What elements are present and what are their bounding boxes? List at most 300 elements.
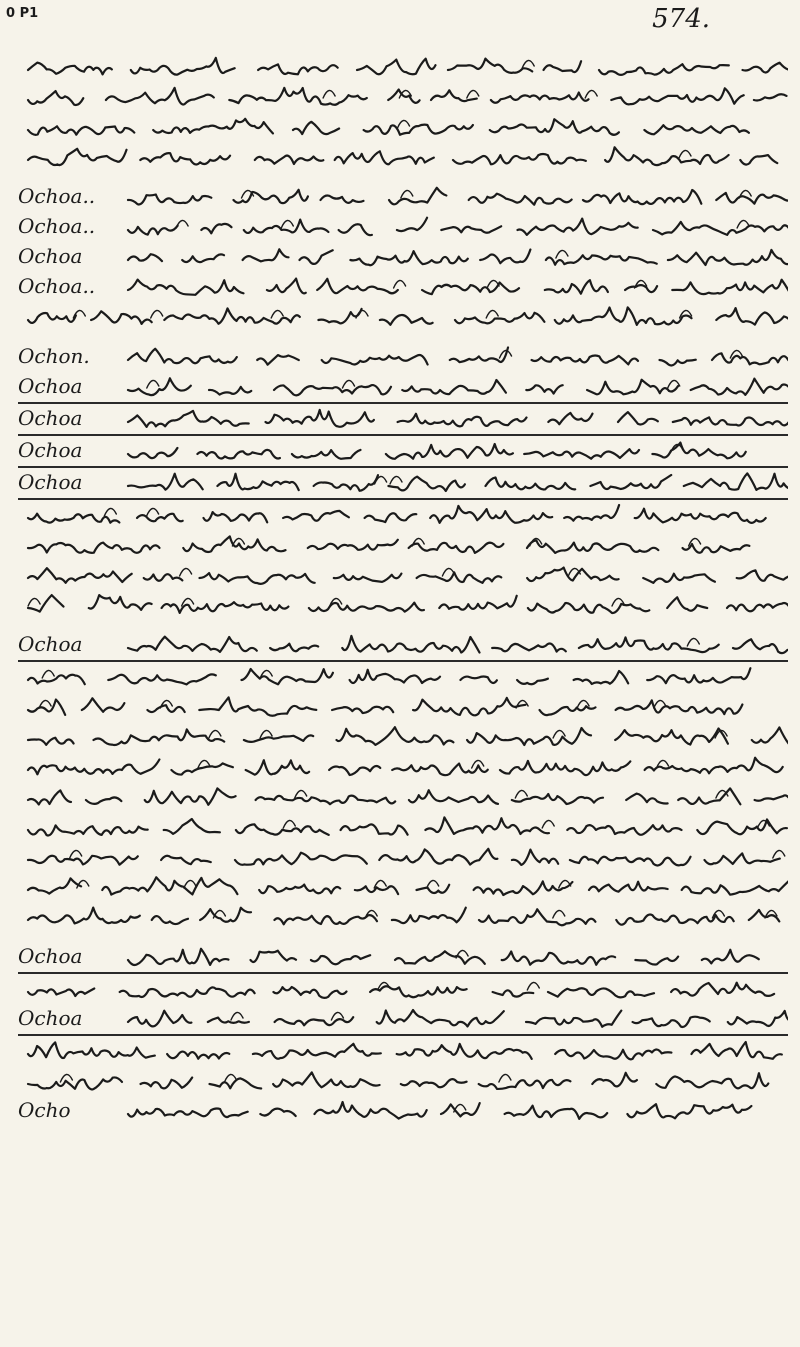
ink-loop <box>295 790 307 798</box>
ink-stroke <box>555 1050 671 1060</box>
handwriting-scribble <box>18 242 788 272</box>
ink-loop <box>42 670 54 678</box>
line-gap <box>18 172 788 182</box>
ink-loop <box>390 476 402 484</box>
ink-stroke <box>28 790 71 804</box>
ink-stroke <box>246 760 309 775</box>
ink-stroke <box>671 983 774 996</box>
handwriting-scribble <box>18 372 788 402</box>
manuscript-line <box>18 436 788 468</box>
ink-stroke <box>106 88 214 105</box>
manuscript-line <box>18 662 788 692</box>
manuscript-line <box>18 272 788 302</box>
ink-stroke <box>144 574 183 581</box>
ink-stroke <box>592 1073 637 1087</box>
ink-stroke <box>397 218 427 231</box>
ink-stroke <box>480 250 530 264</box>
ink-stroke <box>728 1011 788 1026</box>
ink-stroke <box>540 706 596 715</box>
ink-stroke <box>673 417 788 425</box>
ink-stroke <box>293 122 339 134</box>
ink-stroke <box>441 226 501 232</box>
ink-loop <box>231 1012 243 1020</box>
ink-stroke <box>605 147 729 165</box>
ink-stroke <box>318 309 361 323</box>
manuscript-line <box>18 974 788 1004</box>
manuscript-line <box>18 872 788 902</box>
ink-stroke <box>479 1080 571 1089</box>
handwritten-lines <box>18 52 788 1126</box>
ink-stroke <box>108 674 216 684</box>
manuscript-line <box>18 1066 788 1096</box>
ink-stroke <box>526 1011 621 1027</box>
ink-stroke <box>28 1077 122 1089</box>
ink-loop <box>343 380 355 388</box>
ink-stroke <box>616 914 733 924</box>
ink-stroke <box>460 676 497 683</box>
ink-stroke <box>255 156 323 164</box>
handwriting-scribble <box>18 112 788 142</box>
ink-stroke <box>379 849 497 865</box>
ink-stroke <box>401 1079 467 1087</box>
ink-stroke <box>259 885 340 894</box>
ink-stroke <box>653 222 788 235</box>
manuscript-line <box>18 302 788 332</box>
ink-stroke <box>652 443 745 459</box>
ink-stroke <box>455 313 544 324</box>
ink-stroke <box>548 988 654 997</box>
ink-stroke <box>28 126 134 135</box>
ink-stroke <box>128 1108 248 1117</box>
ink-stroke <box>527 540 658 552</box>
ink-stroke <box>182 254 224 262</box>
ink-stroke <box>635 957 678 965</box>
ink-stroke <box>256 796 396 805</box>
handwriting-scribble <box>18 468 788 498</box>
ink-stroke <box>257 355 299 365</box>
ink-loop <box>486 310 498 318</box>
ink-stroke <box>517 679 548 685</box>
ink-stroke <box>546 255 657 264</box>
ink-stroke <box>28 1042 155 1058</box>
ink-stroke <box>267 279 306 294</box>
manuscript-line <box>18 52 788 82</box>
entry-label: Ochoa <box>18 374 88 398</box>
ink-stroke <box>491 93 589 103</box>
line-gap <box>18 620 788 630</box>
ink-stroke <box>678 788 740 804</box>
handwriting-scribble <box>18 404 788 434</box>
ink-stroke <box>402 380 506 394</box>
ink-stroke <box>417 885 450 893</box>
ink-stroke <box>743 57 789 72</box>
ink-loop <box>467 90 479 98</box>
handwriting-scribble <box>18 1036 788 1066</box>
ink-stroke <box>28 700 65 715</box>
ink-stroke <box>270 644 318 652</box>
ink-stroke <box>486 478 576 490</box>
entry-label: Ochoa <box>18 1006 88 1030</box>
entry-label: Ochoa.. <box>18 214 101 238</box>
ink-stroke <box>490 119 619 135</box>
manuscript-line <box>18 342 788 372</box>
ink-stroke <box>430 506 552 523</box>
ink-loop <box>556 250 568 258</box>
ink-stroke <box>204 512 268 522</box>
ink-stroke <box>161 856 211 864</box>
entry-label: Ocho <box>18 1098 77 1122</box>
ink-stroke <box>564 505 619 521</box>
ink-stroke <box>153 119 273 134</box>
entry-label: Ochoa <box>18 470 88 494</box>
handwriting-scribble <box>18 782 788 812</box>
handwriting-scribble <box>18 812 788 842</box>
ink-stroke <box>589 882 668 892</box>
ink-stroke <box>210 1078 262 1088</box>
handwriting-scribble <box>18 692 788 722</box>
ink-stroke <box>692 1042 782 1059</box>
ink-stroke <box>505 1106 608 1119</box>
ink-stroke <box>702 950 759 964</box>
ink-stroke <box>128 411 249 427</box>
handwriting-scribble <box>18 500 788 530</box>
handwriting-scribble <box>18 82 788 112</box>
ink-stroke <box>341 824 408 834</box>
ink-stroke <box>712 348 788 365</box>
ink-loop <box>209 730 221 738</box>
handwriting-scribble <box>18 942 788 972</box>
ink-stroke <box>448 59 532 73</box>
ink-stroke <box>167 1052 229 1059</box>
ink-stroke <box>627 1104 751 1118</box>
ink-stroke <box>28 908 140 924</box>
ink-stroke <box>691 378 788 395</box>
manuscript-line <box>18 1036 788 1066</box>
ink-stroke <box>300 250 333 264</box>
ink-stroke <box>518 219 638 235</box>
ink-stroke <box>567 825 681 835</box>
handwriting-scribble <box>18 182 788 212</box>
line-gap <box>18 332 788 342</box>
ink-stroke <box>229 88 366 105</box>
ink-loop <box>147 380 159 388</box>
ink-stroke <box>397 1044 532 1059</box>
ink-stroke <box>479 909 595 925</box>
ink-stroke <box>199 697 316 715</box>
ink-stroke <box>244 735 313 741</box>
ink-stroke <box>590 475 671 489</box>
ink-stroke <box>308 540 398 550</box>
ink-stroke <box>183 536 285 552</box>
ink-stroke <box>253 1044 381 1059</box>
handwriting-scribble <box>18 902 788 932</box>
ink-stroke <box>309 603 424 612</box>
manuscript-line <box>18 182 788 212</box>
ink-stroke <box>528 603 649 613</box>
line-gap <box>18 932 788 942</box>
ink-stroke <box>283 511 349 521</box>
ink-stroke <box>94 729 225 745</box>
ink-stroke <box>425 817 549 834</box>
ink-loop <box>104 508 116 516</box>
handwriting-scribble <box>18 302 788 332</box>
ink-stroke <box>274 915 377 924</box>
ink-stroke <box>656 1073 768 1088</box>
ink-stroke <box>28 989 94 997</box>
ink-loop <box>585 90 597 98</box>
ink-stroke <box>28 63 112 75</box>
ink-stroke <box>705 853 780 864</box>
manuscript-line <box>18 812 788 842</box>
ink-stroke <box>355 886 398 894</box>
ink-stroke <box>755 788 788 805</box>
ink-stroke <box>275 1017 354 1025</box>
manuscript-line <box>18 782 788 812</box>
ink-stroke <box>492 643 566 651</box>
ink-stroke <box>91 311 152 324</box>
ink-stroke <box>545 280 608 294</box>
ink-stroke <box>201 224 231 233</box>
manuscript-line <box>18 530 788 560</box>
ink-stroke <box>660 360 696 366</box>
ink-stroke <box>544 61 582 72</box>
ink-stroke <box>28 675 85 684</box>
ink-stroke <box>266 410 374 427</box>
ink-stroke <box>128 226 178 235</box>
ink-stroke <box>200 908 251 922</box>
ink-stroke <box>683 544 750 553</box>
ink-stroke <box>28 91 83 105</box>
ink-stroke <box>616 700 743 714</box>
handwriting-scribble <box>18 1004 788 1034</box>
ink-stroke <box>258 64 338 74</box>
ink-stroke <box>317 279 398 293</box>
ink-stroke <box>574 671 629 684</box>
ink-stroke <box>28 878 81 893</box>
ink-stroke <box>322 355 428 365</box>
ink-stroke <box>579 637 719 652</box>
ink-stroke <box>137 514 183 522</box>
ink-stroke <box>643 574 715 583</box>
ink-stroke <box>171 763 233 774</box>
manuscript-line <box>18 590 788 620</box>
ink-loop <box>151 310 163 318</box>
handwriting-scribble <box>18 530 788 560</box>
ink-stroke <box>386 444 513 459</box>
ink-loop <box>281 220 293 228</box>
ink-loop <box>773 850 785 858</box>
handwriting-scribble <box>18 590 788 620</box>
ink-stroke <box>682 881 788 894</box>
ink-stroke <box>311 955 370 964</box>
ink-loop <box>499 1074 511 1082</box>
ink-stroke <box>409 790 498 804</box>
ink-stroke <box>28 760 159 775</box>
ink-stroke <box>615 729 728 745</box>
ink-stroke <box>548 413 592 424</box>
manuscript-line <box>18 500 788 530</box>
ink-stroke <box>273 1072 380 1087</box>
ink-stroke <box>439 596 516 610</box>
manuscript-line <box>18 692 788 722</box>
ink-stroke <box>350 670 440 683</box>
ink-stroke <box>467 728 591 745</box>
ink-loop <box>515 790 527 798</box>
ink-stroke <box>164 819 220 834</box>
manuscript-line <box>18 902 788 932</box>
ink-stroke <box>329 766 380 775</box>
handwriting-scribble <box>18 436 788 466</box>
ink-stroke <box>128 378 191 395</box>
handwriting-scribble <box>18 272 788 302</box>
ink-loop <box>323 90 335 98</box>
ink-stroke <box>128 280 244 295</box>
ink-stroke <box>200 573 315 584</box>
handwriting-scribble <box>18 752 788 782</box>
page-number: 574. <box>652 4 710 34</box>
handwriting-scribble <box>18 342 788 372</box>
ink-stroke <box>273 987 346 998</box>
ink-stroke <box>28 738 74 745</box>
ink-stroke <box>128 195 211 205</box>
ink-stroke <box>740 155 777 164</box>
ink-stroke <box>716 193 788 204</box>
ink-loop <box>553 910 565 918</box>
ink-loop <box>542 820 554 828</box>
manuscript-line <box>18 82 788 112</box>
ink-stroke <box>337 727 454 745</box>
ink-loop <box>70 850 82 858</box>
ink-stroke <box>217 474 298 490</box>
entry-label: Ochoa <box>18 406 88 430</box>
ink-stroke <box>570 857 691 866</box>
ink-stroke <box>28 313 76 323</box>
ink-stroke <box>502 952 615 965</box>
ink-stroke <box>28 149 127 165</box>
ink-loop <box>398 120 410 128</box>
ink-stroke <box>611 88 743 104</box>
ink-stroke <box>697 819 787 834</box>
ink-loop <box>356 310 368 318</box>
ink-loop <box>522 60 534 68</box>
ink-stroke <box>417 572 502 583</box>
ink-stroke <box>667 597 707 610</box>
handwriting-scribble <box>18 722 788 752</box>
ink-stroke <box>727 603 788 612</box>
manuscript-line <box>18 842 788 872</box>
ink-stroke <box>260 1109 295 1116</box>
ink-stroke <box>140 153 230 164</box>
ink-stroke <box>684 473 788 490</box>
ink-stroke <box>128 949 228 965</box>
ink-stroke <box>197 450 280 459</box>
ink-stroke <box>524 449 639 459</box>
ink-stroke <box>450 348 508 363</box>
ink-stroke <box>314 475 378 491</box>
ink-stroke <box>752 727 788 743</box>
ink-stroke <box>102 877 237 894</box>
ink-stroke <box>209 387 251 395</box>
ink-loop <box>394 280 406 288</box>
handwriting-scribble <box>18 560 788 590</box>
ink-stroke <box>315 1102 427 1119</box>
handwriting-scribble <box>18 52 788 82</box>
manuscript-line <box>18 560 788 590</box>
ink-stroke <box>668 250 788 265</box>
manuscript-line <box>18 112 788 142</box>
ink-stroke <box>737 570 788 582</box>
ink-stroke <box>28 856 138 865</box>
ink-stroke <box>357 59 436 75</box>
ink-stroke <box>647 668 750 683</box>
handwriting-scribble <box>18 1066 788 1096</box>
ink-loop <box>527 982 539 990</box>
ink-loop <box>180 568 192 576</box>
ink-stroke <box>398 414 527 427</box>
entry-label: Ochoa <box>18 438 88 462</box>
ink-stroke <box>474 881 573 895</box>
handwriting-scribble <box>18 872 788 902</box>
ink-stroke <box>733 639 788 653</box>
entry-label: Ochoa.. <box>18 274 101 298</box>
ink-stroke <box>754 94 787 100</box>
ink-loop <box>401 190 413 198</box>
ink-stroke <box>128 637 257 652</box>
entry-label: Ochoa.. <box>18 184 101 208</box>
ink-stroke <box>583 190 701 204</box>
ink-loop <box>687 638 699 646</box>
ink-loop <box>184 880 196 888</box>
ink-stroke <box>716 308 788 325</box>
ink-stroke <box>555 307 692 325</box>
entry-label: Ochon. <box>18 344 96 368</box>
manuscript-line <box>18 142 788 172</box>
ink-stroke <box>120 987 255 997</box>
ink-stroke <box>339 224 372 235</box>
ink-loop <box>271 310 283 318</box>
manuscript-line <box>18 404 788 436</box>
ink-stroke <box>242 669 333 684</box>
ink-stroke <box>145 788 236 804</box>
manuscript-line <box>18 1096 788 1126</box>
ink-stroke <box>334 574 402 582</box>
manuscript-line <box>18 630 788 662</box>
ink-stroke <box>332 707 393 713</box>
manuscript-line <box>18 752 788 782</box>
manuscript-line <box>18 242 788 272</box>
ink-loop <box>679 150 691 158</box>
ink-stroke <box>644 125 749 134</box>
ink-stroke <box>28 568 132 583</box>
ink-loop <box>77 880 89 888</box>
ink-stroke <box>28 543 160 553</box>
handwriting-scribble <box>18 974 788 1004</box>
manuscript-line <box>18 942 788 974</box>
ink-stroke <box>235 853 367 865</box>
ink-stroke <box>28 514 119 523</box>
ink-stroke <box>672 280 788 295</box>
ink-stroke <box>89 595 152 610</box>
ink-stroke <box>395 951 485 964</box>
ink-stroke <box>128 474 203 490</box>
ink-stroke <box>377 1010 504 1026</box>
ink-loop <box>427 880 439 888</box>
ink-stroke <box>512 850 558 865</box>
ink-stroke <box>500 761 630 775</box>
ink-stroke <box>243 249 289 261</box>
manuscript-line <box>18 1004 788 1036</box>
ink-stroke <box>162 602 289 613</box>
